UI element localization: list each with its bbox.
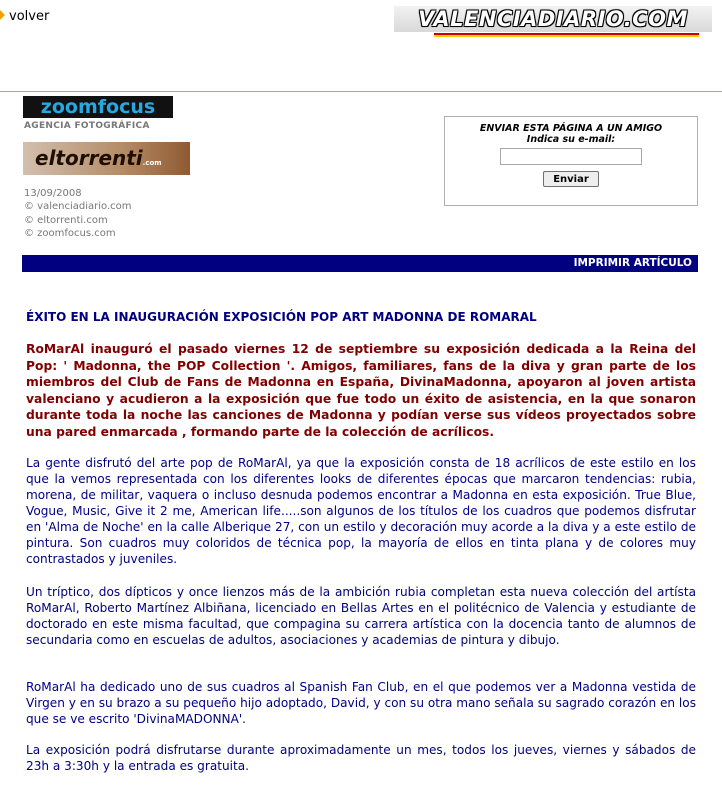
- email-prompt: Indica su e-mail:: [526, 134, 616, 145]
- eltorrenti-logo[interactable]: [23, 142, 190, 175]
- credit-line: © eltorrenti.com: [24, 214, 108, 226]
- eltorrenti-logo-suffix: .com: [142, 159, 162, 167]
- agency-label: AGENCIA FOTOGRÁFICA: [24, 121, 150, 131]
- send-to-friend-title: ENVIAR ESTA PÁGINA A UN AMIGO: [479, 123, 663, 134]
- article-paragraph: RoMarAl ha dedicado uno de sus cuadros al Spanish Fan Club, en el que podemos ver a Madonna vestida de Virgen y en su brazo a su pequeño hijo adoptado, David, y con su otra mano señala su sagrado corazón en los que se ve escrito 'DivinaMADONNA'.: [26, 680, 696, 726]
- article-meta: [24, 187, 132, 240]
- send-button[interactable]: Enviar: [543, 171, 599, 187]
- article-lead: RoMarAl inauguró el pasado viernes 12 de septiembre su exposición dedicada a la Reina del Pop: ' Madonna, the POP Collection '. Amigos, familiares, fans de la diva y gran parte de los miembros del Club de Fans de Madonna en España, DivinaMadonna, apoyaron al joven artista valenciano y acudieron a la exposición que fue todo un éxito de asistencia, en la que sonaron durante toda la noche las canciones de Madonna y podían verse sus vídeos proyectados sobre una pared enmarcada , formando parte de la colección de acrílicos.: [26, 342, 696, 439]
- article-title: ÉXITO EN LA INAUGURACIÓN EXPOSICIÓN POP ART MADONNA DE ROMARAL: [26, 310, 537, 324]
- send-to-friend-box: [444, 116, 698, 206]
- top-bar: [0, 0, 722, 92]
- article-paragraph: La gente disfrutó del arte pop de RoMarAl, ya que la exposición consta de 18 acrílicos de este estilo en los que la vemos representada con los diferentes looks de diferentes épocas que marcaron tendencias: rubia, morena, de militar, vaquera o incluso desnuda podemos encontrar a Madonna en esta exposición. True Blue, Vogue, Music, Give it 2 me, American life.....son algunos de los títulos de los cuadros que podemos disfrutar en 'Alma de Noche' en la calle Alberique 27, con un estilo y decoración muy acorde a la diva y a este estilo de pintura. Son cuadros muy coloridos de técnica pop, la mayoría de ellos en tinta plana y de colores muy contrastados y juveniles.: [26, 456, 696, 566]
- back-link[interactable]: volver: [9, 9, 50, 24]
- logo-stripes: [434, 33, 699, 37]
- eltorrenti-logo-text: eltorrenti: [35, 146, 143, 170]
- credit-line: © zoomfocus.com: [24, 227, 116, 239]
- print-article-link[interactable]: IMPRIMIR ARTÍCULO: [573, 257, 692, 269]
- print-bar: [22, 255, 698, 272]
- article-paragraph: La exposición podrá disfrutarse durante aproximadamente un mes, todos los jueves, viernes y sábados de 23h a 3:30h y la entrada es gratuita.: [26, 743, 696, 773]
- credit-line: © valenciadiario.com: [24, 201, 132, 213]
- email-input[interactable]: [500, 148, 642, 165]
- header-divider: [0, 91, 722, 92]
- article-date: 13/09/2008: [24, 188, 82, 199]
- back-arrow-icon: [0, 10, 5, 20]
- site-logo[interactable]: VALENCIADIARIO.COM: [394, 6, 712, 32]
- zoomfocus-logo[interactable]: zoomfocus: [23, 96, 173, 118]
- article-paragraph: Un tríptico, dos dípticos y once lienzos más de la ambición rubia completan esta nueva colección del artísta RoMarAl, Roberto Martínez Albiñana, licenciado en Bellas Artes en el politécnico de Valencia y estudiante de doctorado en este misma facultad, que compagina su carrera artística con la docencia tanto de alumnos de secundaria como en escuelas de adultos, asociaciones y academias de pintura y dibujo.: [26, 585, 696, 647]
